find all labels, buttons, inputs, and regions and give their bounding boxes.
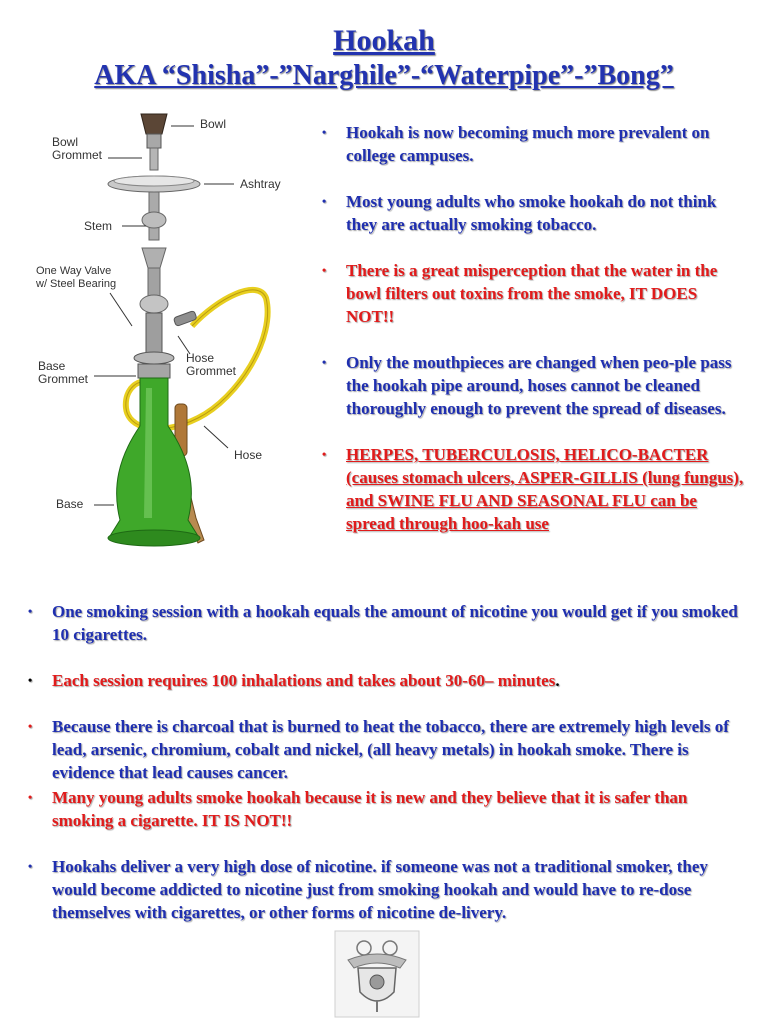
bowl-shape <box>141 114 167 134</box>
list-item: • Each session requires 100 inhalations and takes about 30-60– minutes. <box>28 671 560 690</box>
base-grommet-shape <box>138 364 170 378</box>
list-item: • One smoking session with a hookah equals the amount of nicotine you would get if you smoked 10 cigarettes. <box>28 602 738 644</box>
bullet-icon: • <box>28 673 33 687</box>
bullet-icon: • <box>28 790 33 804</box>
list-item: • Hookah is now becoming much more prevalent on college campuses. <box>322 123 710 165</box>
label-bowl-grommet: Bowl Grommet <box>52 135 103 162</box>
list-item: • Only the mouthpieces are changed when peo-ple pass the hookah pipe around, hoses cannot be cleaned thoroughly enough to prevent the spread of diseases. <box>322 353 732 418</box>
seal-logo-icon <box>334 930 420 1018</box>
bottom-bullet-list <box>28 600 752 924</box>
list-item: • Most young adults who smoke hookah do not think they are actually smoking tobacco. <box>322 192 717 234</box>
label-base-grommet: Base Grommet <box>38 359 89 386</box>
bullet-icon: • <box>322 194 327 208</box>
bullet-icon: • <box>28 859 33 873</box>
bullet-icon: • <box>28 719 33 733</box>
valve-shape <box>140 295 168 313</box>
page-subtitle: AKA “Shisha”-”Narghile”-“Waterpipe”-”Bong” <box>94 60 674 91</box>
list-item: • Many young adults smoke hookah because it is new and they believe that it is safer than smoking a cigarette. IT IS NOT!! <box>28 788 688 830</box>
page-title: Hookah <box>333 24 435 57</box>
bullet-icon: • <box>322 447 327 461</box>
list-item: • There is a great misperception that the water in the bowl filters out toxins from the smoke, IT DOES NOT!! <box>322 261 718 326</box>
label-stem: Stem <box>84 219 113 233</box>
right-bullet-list <box>322 121 746 558</box>
list-item: • Because there is charcoal that is burned to heat the tobacco, there are extremely high levels of lead, arsenic, chromium, cobalt and nickel, (all heavy metals) in hookah smoke. There is evidence that lead causes cancer. <box>28 717 729 782</box>
hookah-diagram <box>28 108 328 568</box>
bullet-icon: • <box>322 125 327 139</box>
list-item: • HERPES, TUBERCULOSIS, HELICO-BACTER (causes stomach ulcers, ASPER-GILLIS (lung fungus), and SWINE FLU AND SEASONAL FLU can be spread through hoo-kah use <box>322 445 744 533</box>
list-item: • Hookahs deliver a very high dose of nicotine. if someone was not a traditional smoker, they would become addicted to nicotine just from smoking hookah and would have to re-dose themselves with cigarettes, or other forms of nicotine de-livery. <box>28 857 708 922</box>
label-hose: Hose <box>234 448 263 462</box>
label-base: Base <box>56 497 84 511</box>
bullet-icon: • <box>322 263 327 277</box>
label-bowl: Bowl <box>200 117 227 131</box>
bowl-grommet-shape <box>147 134 161 148</box>
label-one-way-valve: One Way Valve w/ Steel Bearing <box>36 265 117 290</box>
label-ashtray: Ashtray <box>240 177 281 191</box>
bullet-icon: • <box>28 604 33 618</box>
label-hose-grommet: Hose Grommet <box>186 351 237 378</box>
bullet-icon: • <box>322 355 327 369</box>
